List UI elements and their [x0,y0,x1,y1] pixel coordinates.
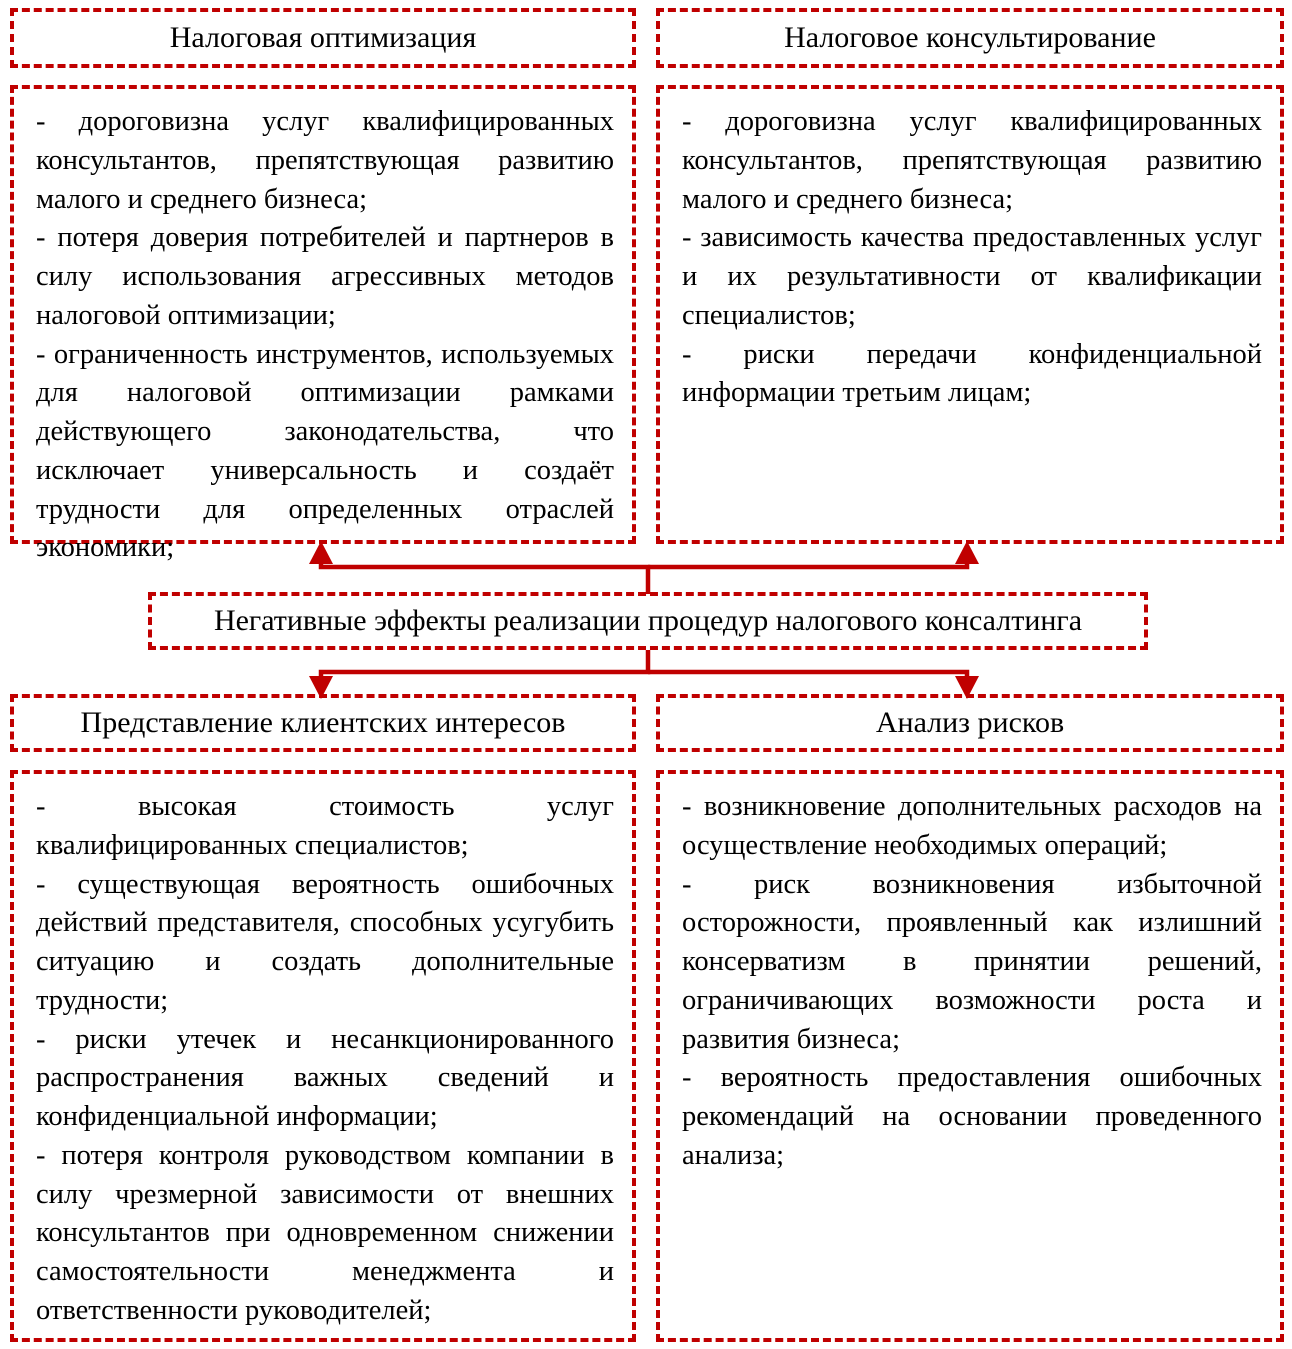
list-item: - вероятность предоставления ошибочных рекомендаций на основании проведенного анализа; [682,1062,1262,1171]
list-item: - дороговизна услуг квалифицированных консультантов, препятствующая развитию малого и среднего бизнеса; [36,106,614,215]
list-item: - риски передачи конфиденциальной информации третьим лицам; [682,338,1262,409]
header-box-risk-analysis [656,694,1284,752]
list-item: - существующая вероятность ошибочных действий представителя, способных усугубить ситуацию и создать дополнительные трудности; [36,868,614,1016]
list-item: - потеря контроля руководством компании в силу чрезмерной зависимости от внешних консультантов при одновременном снижении самостоятельности менеджмента и ответственности руководителей; [36,1139,614,1326]
list-item: - зависимость качества предоставленных услуг и их результативности от квалификации специалистов; [682,222,1262,331]
header-box-tax-consulting [656,8,1284,68]
list-item: - дороговизна услуг квалифицированных консультантов, препятствующая развитию малого и среднего бизнеса; [682,106,1262,215]
content-box-risk-analysis [656,770,1284,1342]
list-item: - риск возникновения избыточной осторожности, проявленный как излишний консерватизм в принятии решений, ограничивающих возможности роста и развития бизнеса; [682,868,1262,1055]
center-label-negative-effects: Негативные эффекты реализации процедур налогового консалтинга [213,604,1083,637]
center-box-negative-effects [148,592,1148,650]
header-label-tax-consulting: Налоговое консультирование [784,21,1156,54]
header-box-tax-optimization [10,8,636,68]
list-item: - высокая стоимость услуг квалифицированных специалистов; [36,791,614,861]
header-label-risk-analysis: Анализ рисков [875,706,1065,739]
list-item: - ограниченность инструментов, используемых для налоговой оптимизации рамками действующего законодательства, что исключает универсальность и создаёт трудности для определенных отраслей экономики; [36,338,614,564]
connector-bottom-right-line [648,672,967,678]
list-item: - риски утечек и несанкционированного распространения важных сведений и конфиденциальной информации; [36,1023,614,1132]
content-box-tax-consulting [656,85,1284,544]
arrow-up-icon [955,541,979,564]
list-item: - возникновение дополнительных расходов на осуществление необходимых операций; [682,791,1262,861]
header-label-client-interests: Представление клиентских интересов [80,706,566,739]
header-label-tax-optimization: Налоговая оптимизация [169,21,477,54]
list-item: - потеря доверия потребителей и партнеров в силу использования агрессивных методов налоговой оптимизации; [36,222,614,331]
content-box-client-interests [10,770,636,1342]
connector-bottom-left-line [321,650,648,678]
content-box-tax-optimization [10,85,636,564]
connector-top-right-line [648,561,967,567]
header-box-client-interests [10,694,636,752]
